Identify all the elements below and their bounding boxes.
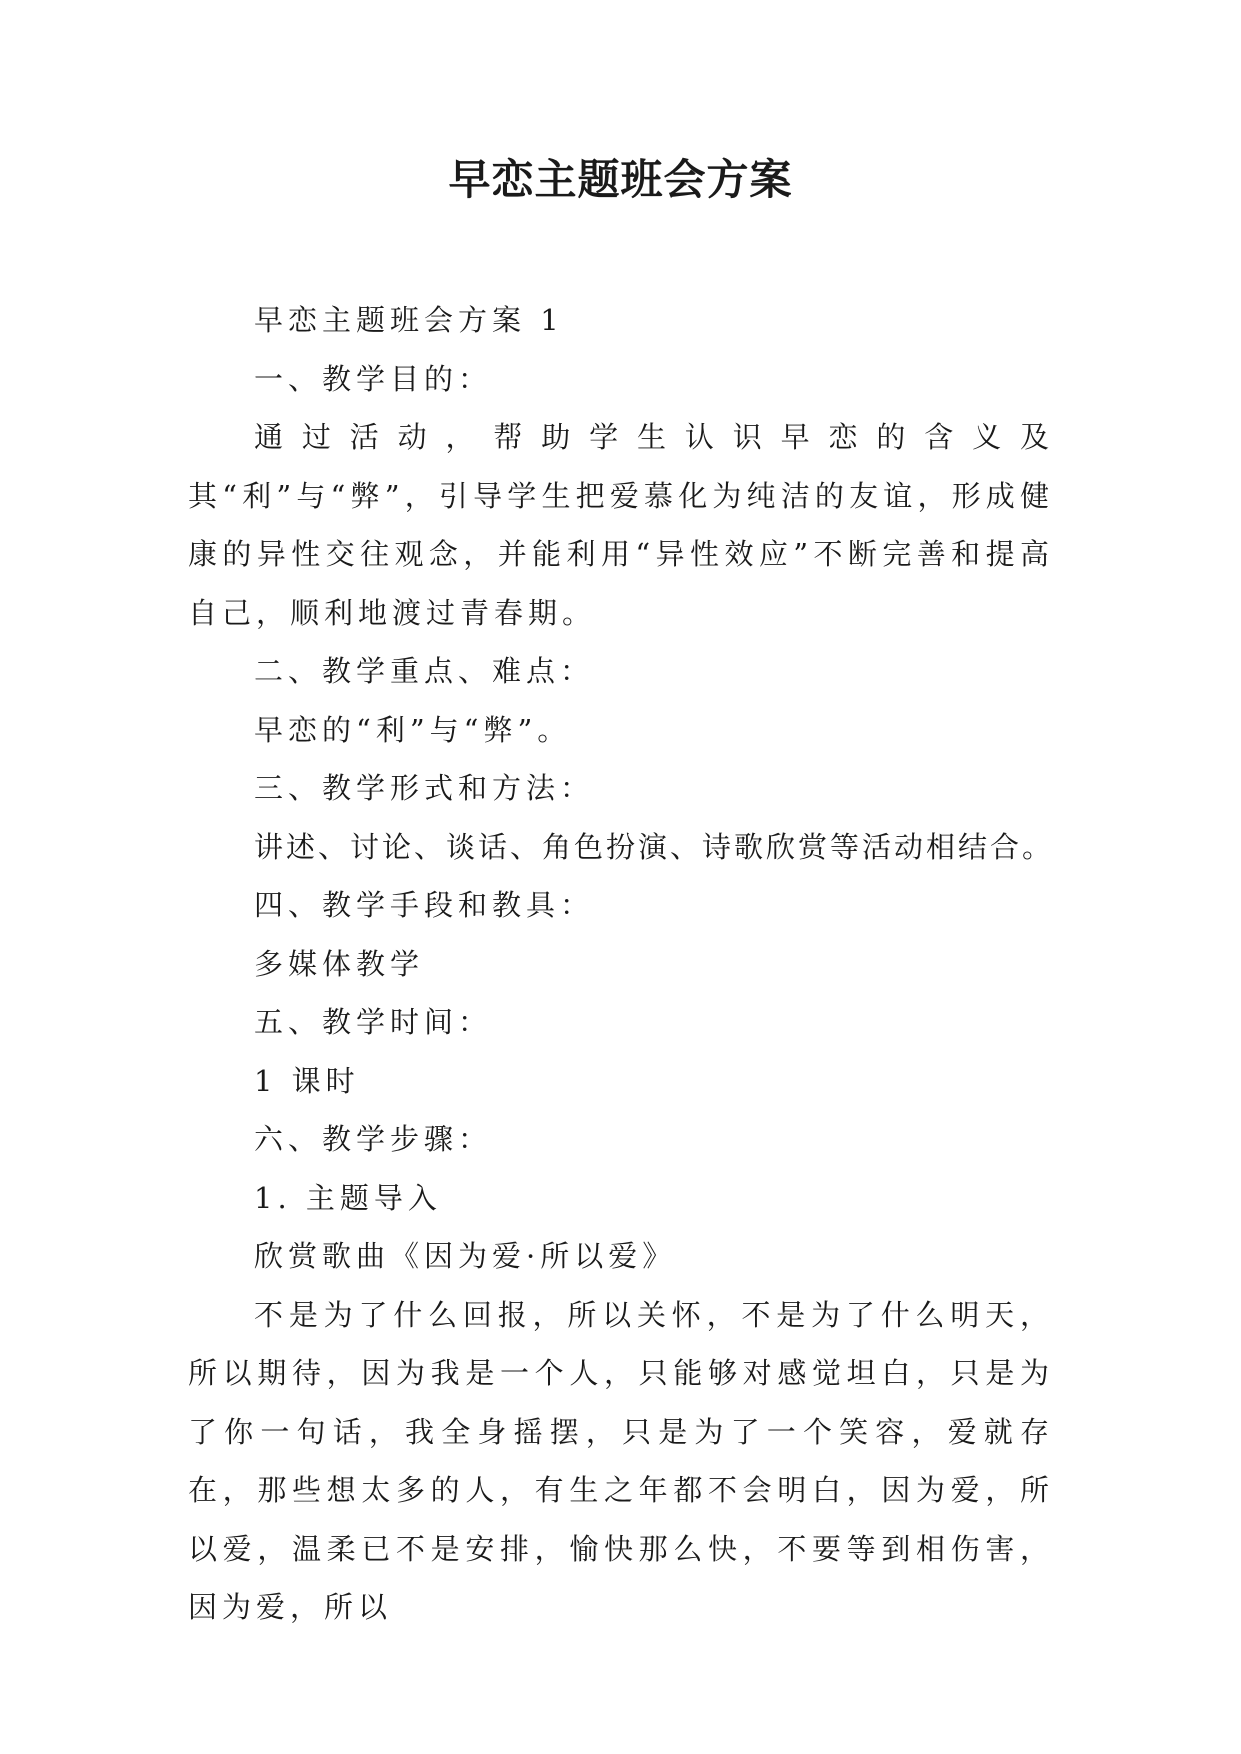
subsection-heading: 1. 主题导入 bbox=[254, 1180, 442, 1215]
section-heading: 二、教学重点、难点： bbox=[254, 654, 595, 688]
section-heading: 六、教学步骤： bbox=[254, 1122, 493, 1156]
body-paragraph: 多媒体教学 bbox=[254, 946, 425, 981]
section-heading: 三、教学形式和方法： bbox=[254, 771, 595, 805]
section-heading: 一、教学目的： bbox=[254, 361, 493, 396]
lyrics-paragraph: 不是为了什么回报，所以关怀，不是为了什么明天，所以期待，因为我是一个人，只能够对感觉坦白，只是为了你一句话，我全身摇摆，只是为了一个笑容，爱就存在，那些想太多的人，有生之年都不会明白，因为爱，所以爱，温柔已不是安排，愉快那么快，不要等到相伤害，因为爱，所以 bbox=[188, 1297, 1054, 1624]
section-heading: 四、教学手段和教具： bbox=[254, 888, 595, 922]
section-heading: 五、教学时间： bbox=[254, 1005, 493, 1039]
document-body bbox=[188, 291, 1054, 1637]
body-paragraph: 1 课时 bbox=[254, 1063, 360, 1098]
document-title: 早恋主题班会方案 bbox=[448, 155, 793, 204]
body-paragraph: 通过活动，帮助学生认识早恋的含义及其“利”与“弊”，引导学生把爱慕化为纯洁的友谊，形成健康的异性交往观念，并能利用“异性效应”不断完善和提高自己，顺利地渡过青春期。 bbox=[188, 420, 1054, 630]
body-paragraph: 讲述、讨论、谈话、角色扮演、诗歌欣赏等活动相结合。 bbox=[254, 829, 1055, 864]
body-paragraph: 欣赏歌曲《因为爱·所以爱》 bbox=[254, 1239, 677, 1273]
section-heading: 早恋主题班会方案 1 bbox=[254, 303, 564, 337]
body-paragraph: 早恋的“利”与“弊”。 bbox=[254, 712, 572, 747]
